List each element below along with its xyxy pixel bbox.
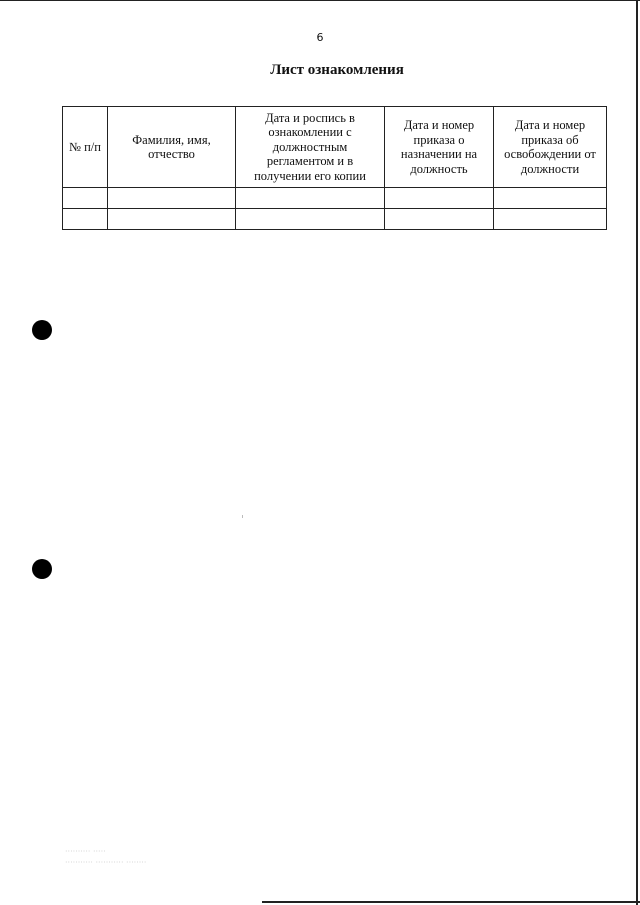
table-cell xyxy=(494,209,607,230)
page-edge-bottom xyxy=(262,901,640,903)
column-header-number: № п/п xyxy=(63,107,108,188)
table-cell xyxy=(494,188,607,209)
table-cell xyxy=(385,188,494,209)
table-cell xyxy=(385,209,494,230)
table-cell xyxy=(236,209,385,230)
table-row xyxy=(63,209,607,230)
table-cell xyxy=(108,209,236,230)
column-header-appointment-order: Дата и номер приказа о назначении на должность xyxy=(385,107,494,188)
column-header-dismissal-order: Дата и номер приказа об освобождении от должности xyxy=(494,107,607,188)
punch-hole-mark xyxy=(32,559,52,579)
faded-watermark-stamp xyxy=(65,846,146,868)
table-cell xyxy=(63,188,108,209)
punch-hole-mark xyxy=(32,320,52,340)
acknowledgement-table xyxy=(62,106,607,230)
table-header-row xyxy=(63,107,607,188)
faded-stamp-line: ·········· ····· xyxy=(65,847,106,856)
page-edge-right xyxy=(636,0,638,905)
table-cell xyxy=(108,188,236,209)
column-header-signature-date: Дата и роспись в ознакомлении с должностным регламентом и в получении его копии xyxy=(236,107,385,188)
faded-stamp-line: ··········· ··········· ········ xyxy=(65,858,147,867)
table-cell xyxy=(236,188,385,209)
page-number: 6 xyxy=(316,31,324,44)
page-edge-top xyxy=(0,0,640,1)
page-title: Лист ознакомления xyxy=(270,62,404,78)
table-row xyxy=(63,188,607,209)
scan-speck xyxy=(242,515,243,518)
column-header-full-name: Фамилия, имя, отчество xyxy=(108,107,236,188)
table-cell xyxy=(63,209,108,230)
